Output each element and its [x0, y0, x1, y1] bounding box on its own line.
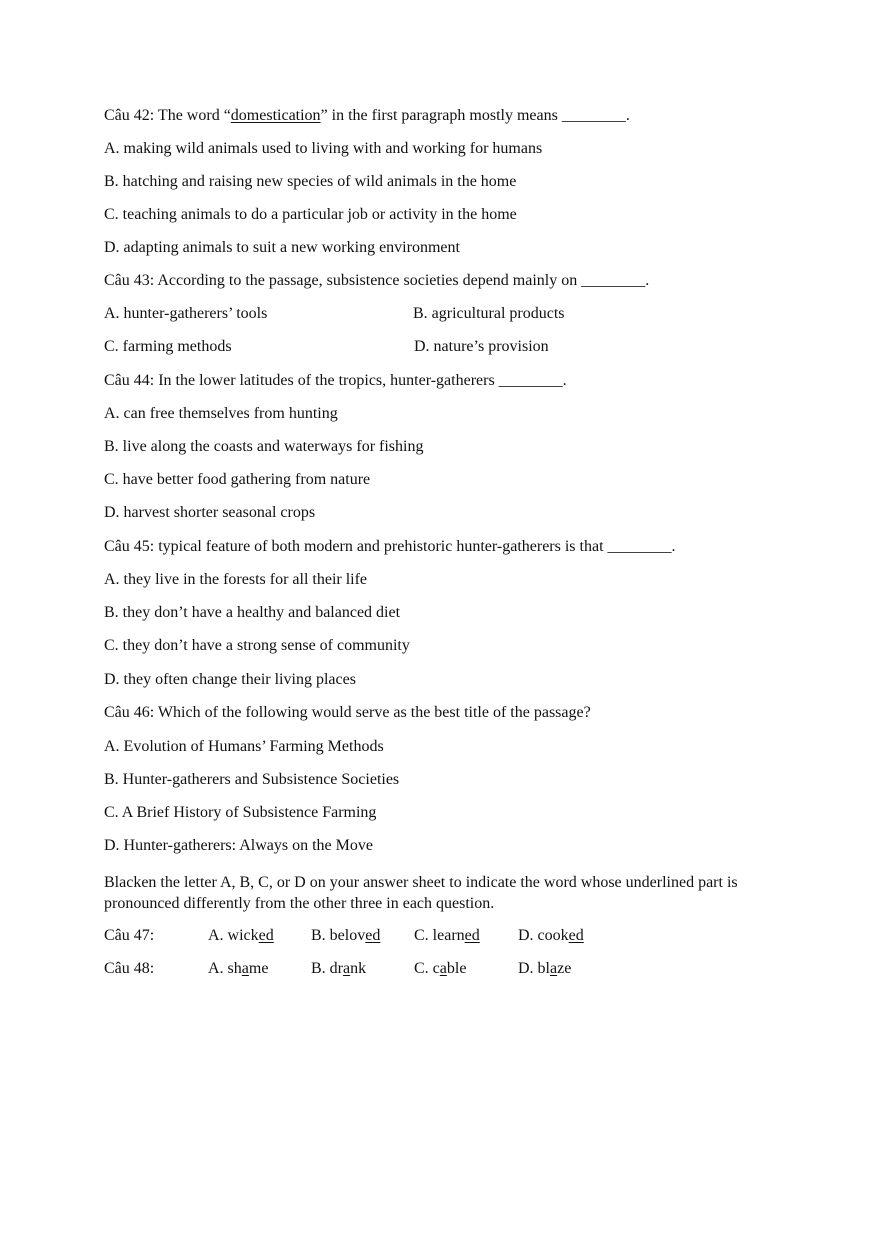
q45-option-a: A. they live in the forests for all their life	[104, 571, 368, 588]
q42-option-a: A. making wild animals used to living with and working for humans	[104, 140, 543, 157]
q48-b-text: B. dr	[311, 960, 343, 977]
q47-c-underlined: ed	[464, 927, 480, 944]
q42-option-b: B. hatching and raising new species of wild animals in the home	[104, 173, 517, 190]
q45-option-d: D. they often change their living places	[104, 671, 356, 688]
q48-option-a	[208, 959, 268, 979]
q48-d-underlined: a	[550, 960, 558, 977]
q46-option-b: B. Hunter-gatherers and Subsistence Societies	[104, 771, 400, 788]
question-43-stem: Câu 43: According to the passage, subsistence societies depend mainly on ________.	[104, 272, 650, 289]
q44-option-a: A. can free themselves from hunting	[104, 405, 338, 422]
q45-option-c: C. they don’t have a strong sense of community	[104, 637, 410, 654]
question-45-stem: Câu 45: typical feature of both modern and prehistoric hunter-gatherers is that ________.	[104, 538, 676, 555]
question-42-stem	[104, 106, 630, 126]
q46-option-c: C. A Brief History of Subsistence Farming	[104, 804, 377, 821]
q48-c-underlined: a	[439, 960, 447, 977]
pronunciation-instruction: Blacken the letter A, B, C, or D on your answer sheet to indicate the word whose underlined part is pronounced differently from the other three in each question.	[104, 874, 738, 912]
q47-a-text: A. wick	[208, 927, 259, 944]
q47-b-text: B. belov	[311, 927, 366, 944]
q42-prefix: Câu 42: The word “	[104, 107, 231, 124]
q48-a-text: A. sh	[208, 960, 242, 977]
q48-d-text: D. bl	[518, 960, 550, 977]
q48-option-c	[414, 959, 466, 979]
q48-option-b	[311, 959, 366, 979]
q47-d-underlined: ed	[568, 927, 584, 944]
q45-option-b: B. they don’t have a healthy and balanced diet	[104, 604, 401, 621]
q48-a-underlined: a	[241, 960, 249, 977]
q42-keyword-underlined: domestication	[230, 107, 321, 124]
q48-a-rest: me	[248, 960, 269, 977]
q44-option-d: D. harvest shorter seasonal crops	[104, 504, 316, 521]
q47-option-d	[518, 926, 584, 946]
q44-option-c: C. have better food gathering from nature	[104, 471, 371, 488]
q47-option-a	[208, 926, 274, 946]
q47-a-underlined: ed	[258, 927, 274, 944]
q48-c-rest: ble	[446, 960, 467, 977]
q48-b-rest: nk	[350, 960, 367, 977]
q48-c-text: C. c	[414, 960, 440, 977]
question-44-stem: Câu 44: In the lower latitudes of the tropics, hunter-gatherers ________.	[104, 372, 567, 389]
question-46-stem: Câu 46: Which of the following would serve as the best title of the passage?	[104, 704, 591, 721]
question-47-label: Câu 47:	[104, 927, 155, 944]
q44-option-b: B. live along the coasts and waterways for fishing	[104, 438, 424, 455]
q48-b-underlined: a	[343, 960, 351, 977]
q47-c-text: C. learn	[414, 927, 465, 944]
q48-d-rest: ze	[557, 960, 572, 977]
q43-option-c: C. farming methods	[104, 338, 232, 355]
q43-option-b: B. agricultural products	[413, 305, 565, 322]
q43-option-d: D. nature’s provision	[414, 338, 549, 355]
q47-option-b	[311, 926, 380, 946]
q42-option-c: C. teaching animals to do a particular job or activity in the home	[104, 206, 517, 223]
q47-d-text: D. cook	[518, 927, 569, 944]
question-48-label: Câu 48:	[104, 960, 155, 977]
q46-option-d: D. Hunter-gatherers: Always on the Move	[104, 837, 373, 854]
q42-option-d: D. adapting animals to suit a new working environment	[104, 239, 460, 256]
q42-suffix: ” in the first paragraph mostly means ________.	[320, 107, 630, 124]
q46-option-a: A. Evolution of Humans’ Farming Methods	[104, 738, 384, 755]
q47-option-c	[414, 926, 480, 946]
q47-b-underlined: ed	[365, 927, 381, 944]
q48-option-d	[518, 959, 571, 979]
q43-option-a: A. hunter-gatherers’ tools	[104, 305, 268, 322]
